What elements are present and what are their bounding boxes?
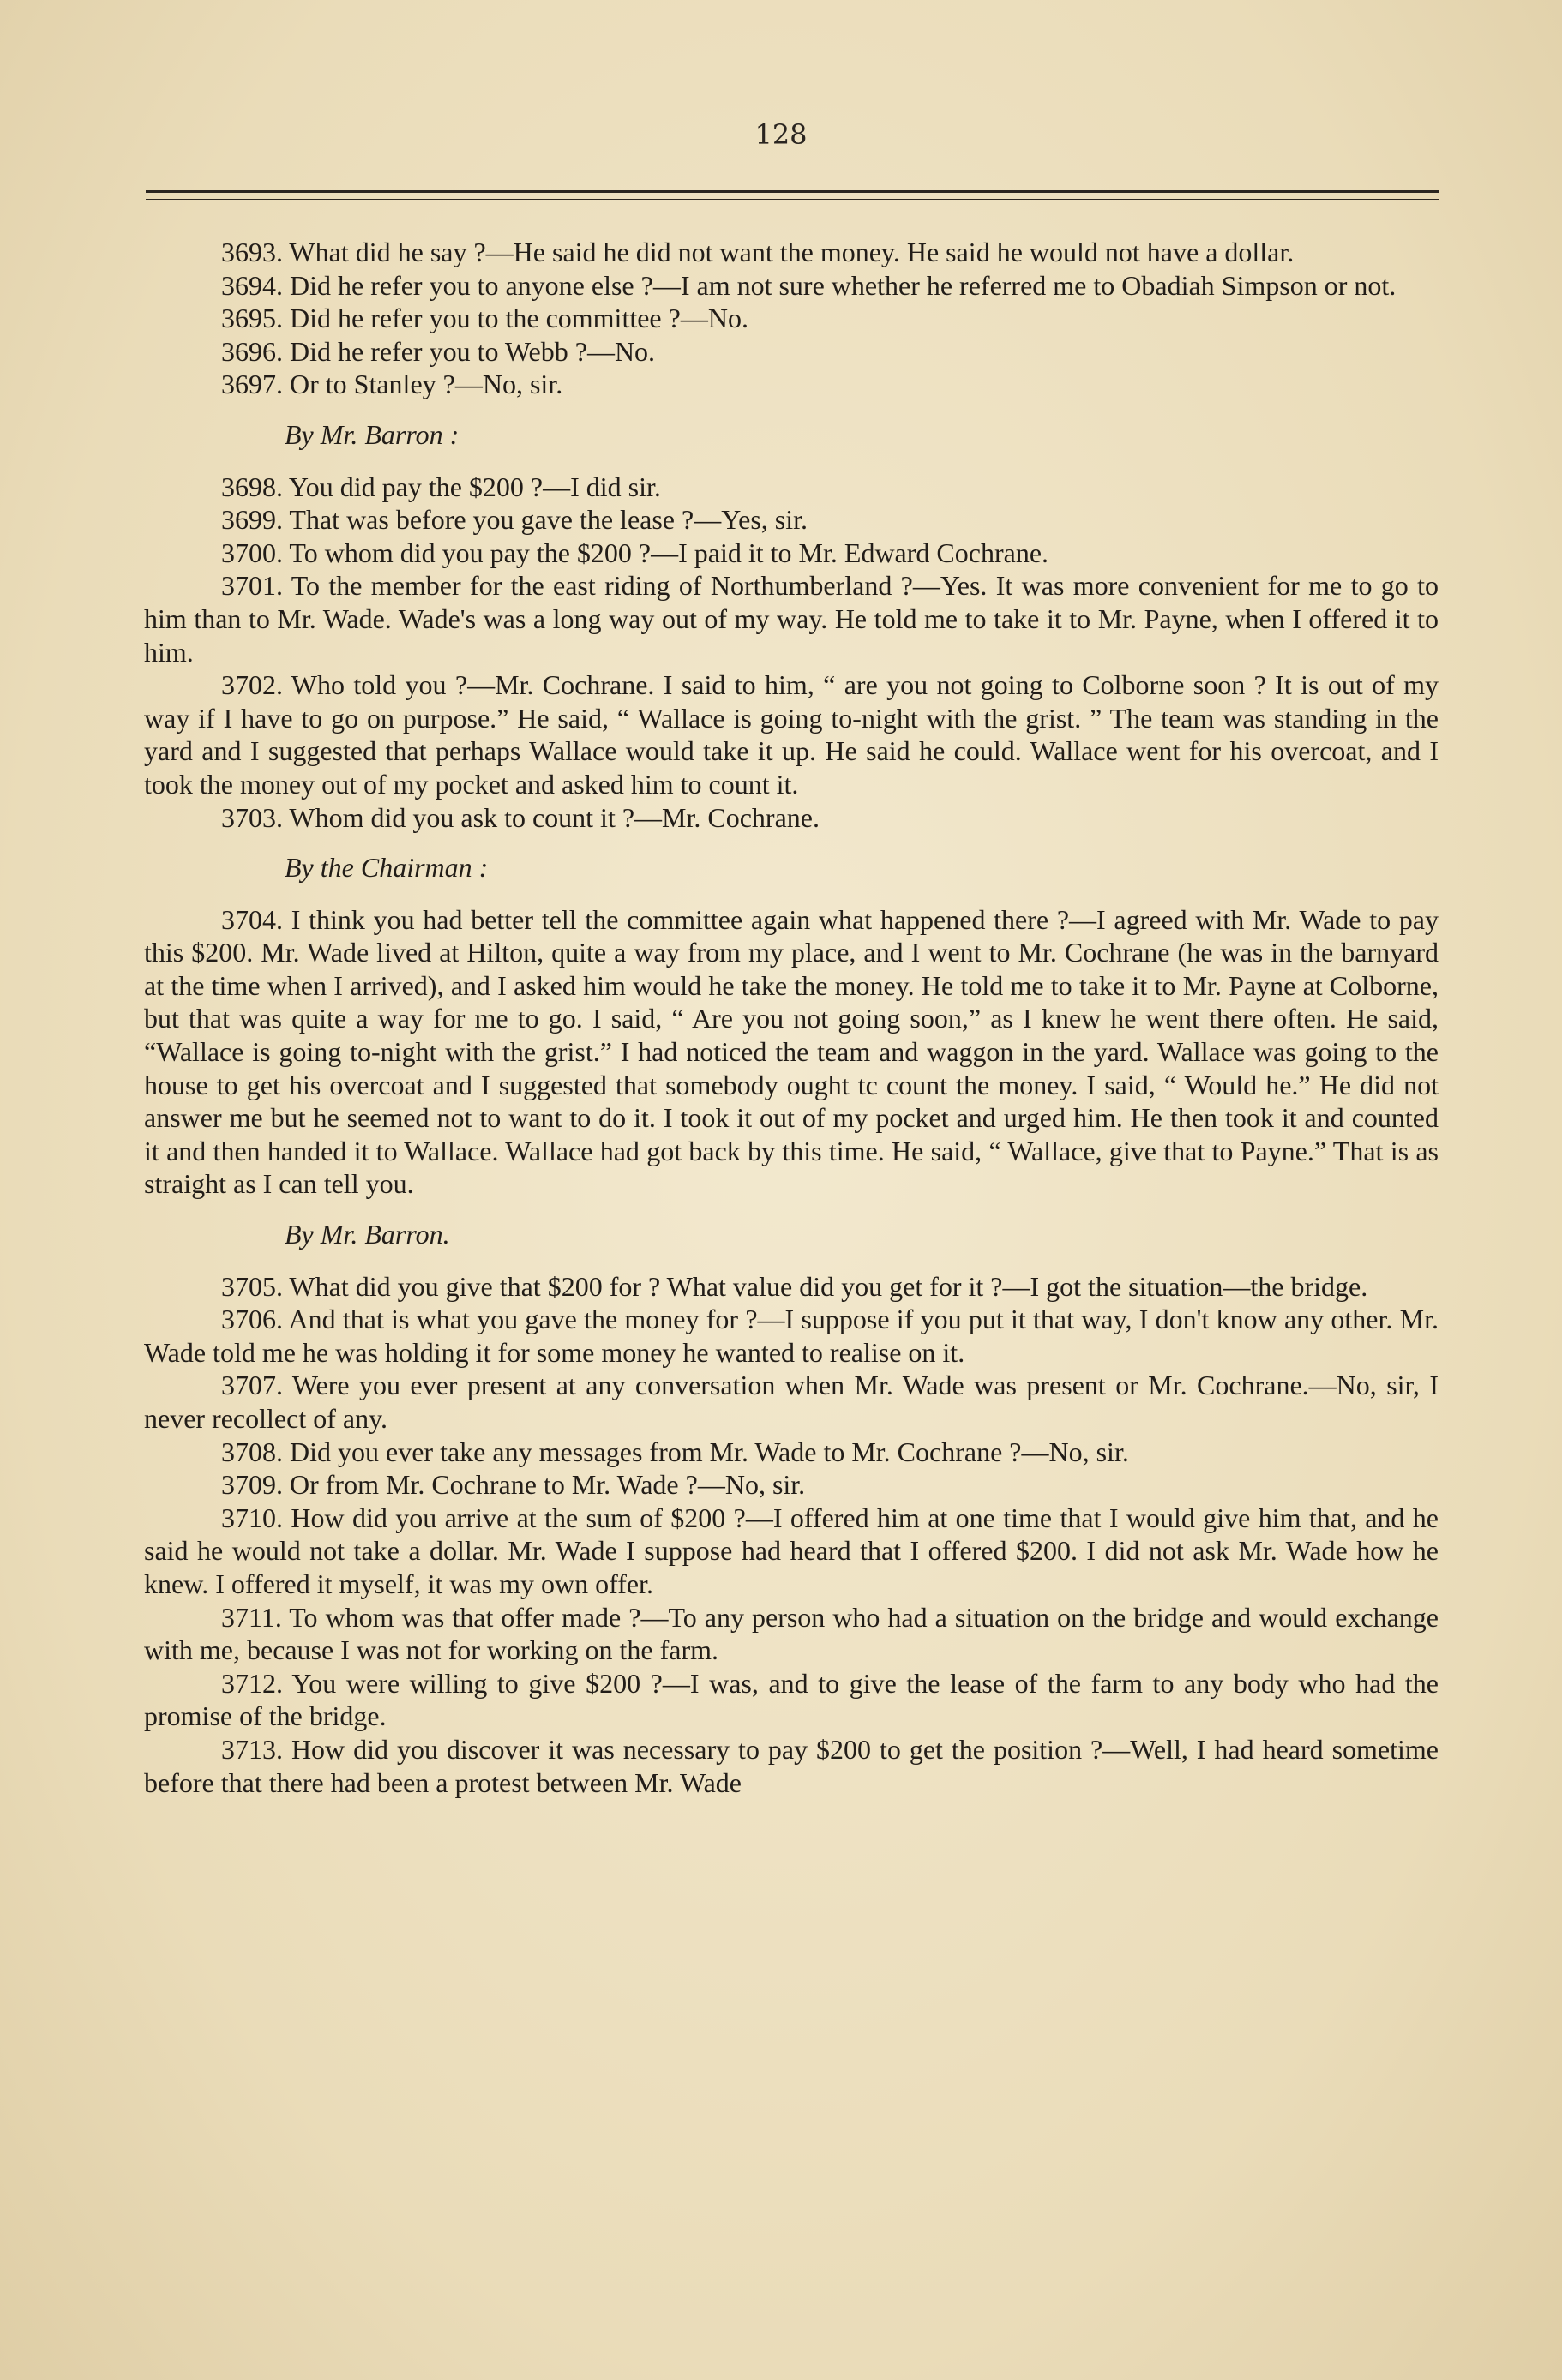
- paragraph-3698: 3698. You did pay the $200 ?—I did sir.: [221, 471, 661, 502]
- document-body: [144, 236, 1439, 1799]
- paragraph-3712: 3712. You were willing to give $200 ?—I was, and to give the lease of the farm to any body who had the promise of the bridge.: [144, 1667, 1439, 1732]
- section-heading-by-the-chairman: By the Chairman :: [285, 852, 489, 884]
- page-number: 128: [754, 118, 808, 151]
- paragraph-3706: 3706. And that is what you gave the money for ?—I suppose if you put it that way, I don't know any other. Mr. Wade told me he was holding it for some money he wanted to realise on it.: [144, 1304, 1439, 1368]
- paragraph-3713: 3713. How did you discover it was necessary to pay $200 to get the position ?—Well, I had heard sometime before that there had been a protest between Mr. Wade: [144, 1733, 1439, 1798]
- header-rule-thick: [146, 190, 1439, 193]
- paragraph-3702: 3702. Who told you ?—Mr. Cochrane. I said to him, “ are you not going to Colborne soon ? It is out of my way if I have to go on purpose.” He said, “ Wallace is going to-night with the grist. ” The team was standing in the yard and I suggested that perhaps Wallace would take it up. He said he could. Wallace went for his overcoat, and I took the money out of my pocket and asked him to count it.: [144, 669, 1439, 800]
- paragraph-3701: 3701. To the member for the east riding of Northumberland ?—Yes. It was more convenient for me to go to him than to Mr. Wade. Wade's was a long way out of my way. He told me to take it to Mr. Payne, when I offered it to him.: [144, 570, 1439, 668]
- paragraph-3703: 3703. Whom did you ask to count it ?—Mr. Cochrane.: [221, 801, 820, 833]
- paragraph-3695: 3695. Did he refer you to the committee ?—No.: [221, 303, 748, 334]
- paragraph-3693: 3693. What did he say ?—He said he did not want the money. He said he would not have a dollar.: [221, 237, 1295, 267]
- paragraph-3699: 3699. That was before you gave the lease ?—Yes, sir.: [221, 504, 808, 536]
- paragraph-3707: 3707. Were you ever present at any conversation when Mr. Wade was present or Mr. Cochrane.—No, sir, I never recollect of any.: [144, 1370, 1439, 1434]
- paragraph-3694: 3694. Did he refer you to anyone else ?—I am not sure whether he referred me to Obadiah Simpson or not.: [221, 269, 1397, 301]
- paragraph-3708: 3708. Did you ever take any messages from Mr. Wade to Mr. Cochrane ?—No, sir.: [221, 1436, 1129, 1467]
- paragraph-3700: 3700. To whom did you pay the $200 ?—I paid it to Mr. Edward Cochrane.: [221, 537, 1049, 568]
- paragraph-3705: 3705. What did you give that $200 for ? What value did you get for it ?—I got the situation—the bridge.: [221, 1270, 1368, 1302]
- paragraph-3696: 3696. Did he refer you to Webb ?—No.: [221, 335, 656, 367]
- paragraph-3697: 3697. Or to Stanley ?—No, sir.: [221, 369, 563, 400]
- header-rule-thin: [146, 199, 1439, 200]
- paragraph-3710: 3710. How did you arrive at the sum of $200 ?—I offered him at one time that I would give him that, and he said he would not take a dollar. Mr. Wade I suppose had heard that I offered $200. I did not ask Mr. Wade how he knew. I offered it myself, it was my own offer.: [144, 1502, 1439, 1599]
- paragraph-3704: 3704. I think you had better tell the committee again what happened there ?—I agreed with Mr. Wade to pay this $200. Mr. Wade lived at Hilton, quite a way from my place, and I went to Mr. Cochrane (he was in the barnyard at the time when I arrived), and I asked him would he take the money. He told me to take it to Mr. Payne at Colborne, but that was quite a way for me to go. I said, “ Are you not going soon,” as I knew he went there often. He said, “Wallace is going to-night with the grist.” I had noticed the team and waggon in the yard. Wallace was going to the house to get his overcoat and I suggested that somebody ought tc count the money. I said, “ Would he.” He did not answer me but he seemed not to want to do it. I took it out of my pocket and urged him. He then took it and counted it and then handed it to Wallace. Wallace had got back by this time. He said, “ Wallace, give that to Payne.” That is as straight as I can tell you.: [144, 903, 1439, 1200]
- section-heading-by-mr-barron-2: By Mr. Barron.: [285, 1219, 450, 1250]
- paragraph-3709: 3709. Or from Mr. Cochrane to Mr. Wade ?—No, sir.: [221, 1469, 806, 1501]
- section-heading-by-mr-barron: By Mr. Barron :: [285, 418, 460, 450]
- paragraph-3711: 3711. To whom was that offer made ?—To any person who had a situation on the bridge and would exchange with me, because I was not for working on the farm.: [144, 1601, 1439, 1666]
